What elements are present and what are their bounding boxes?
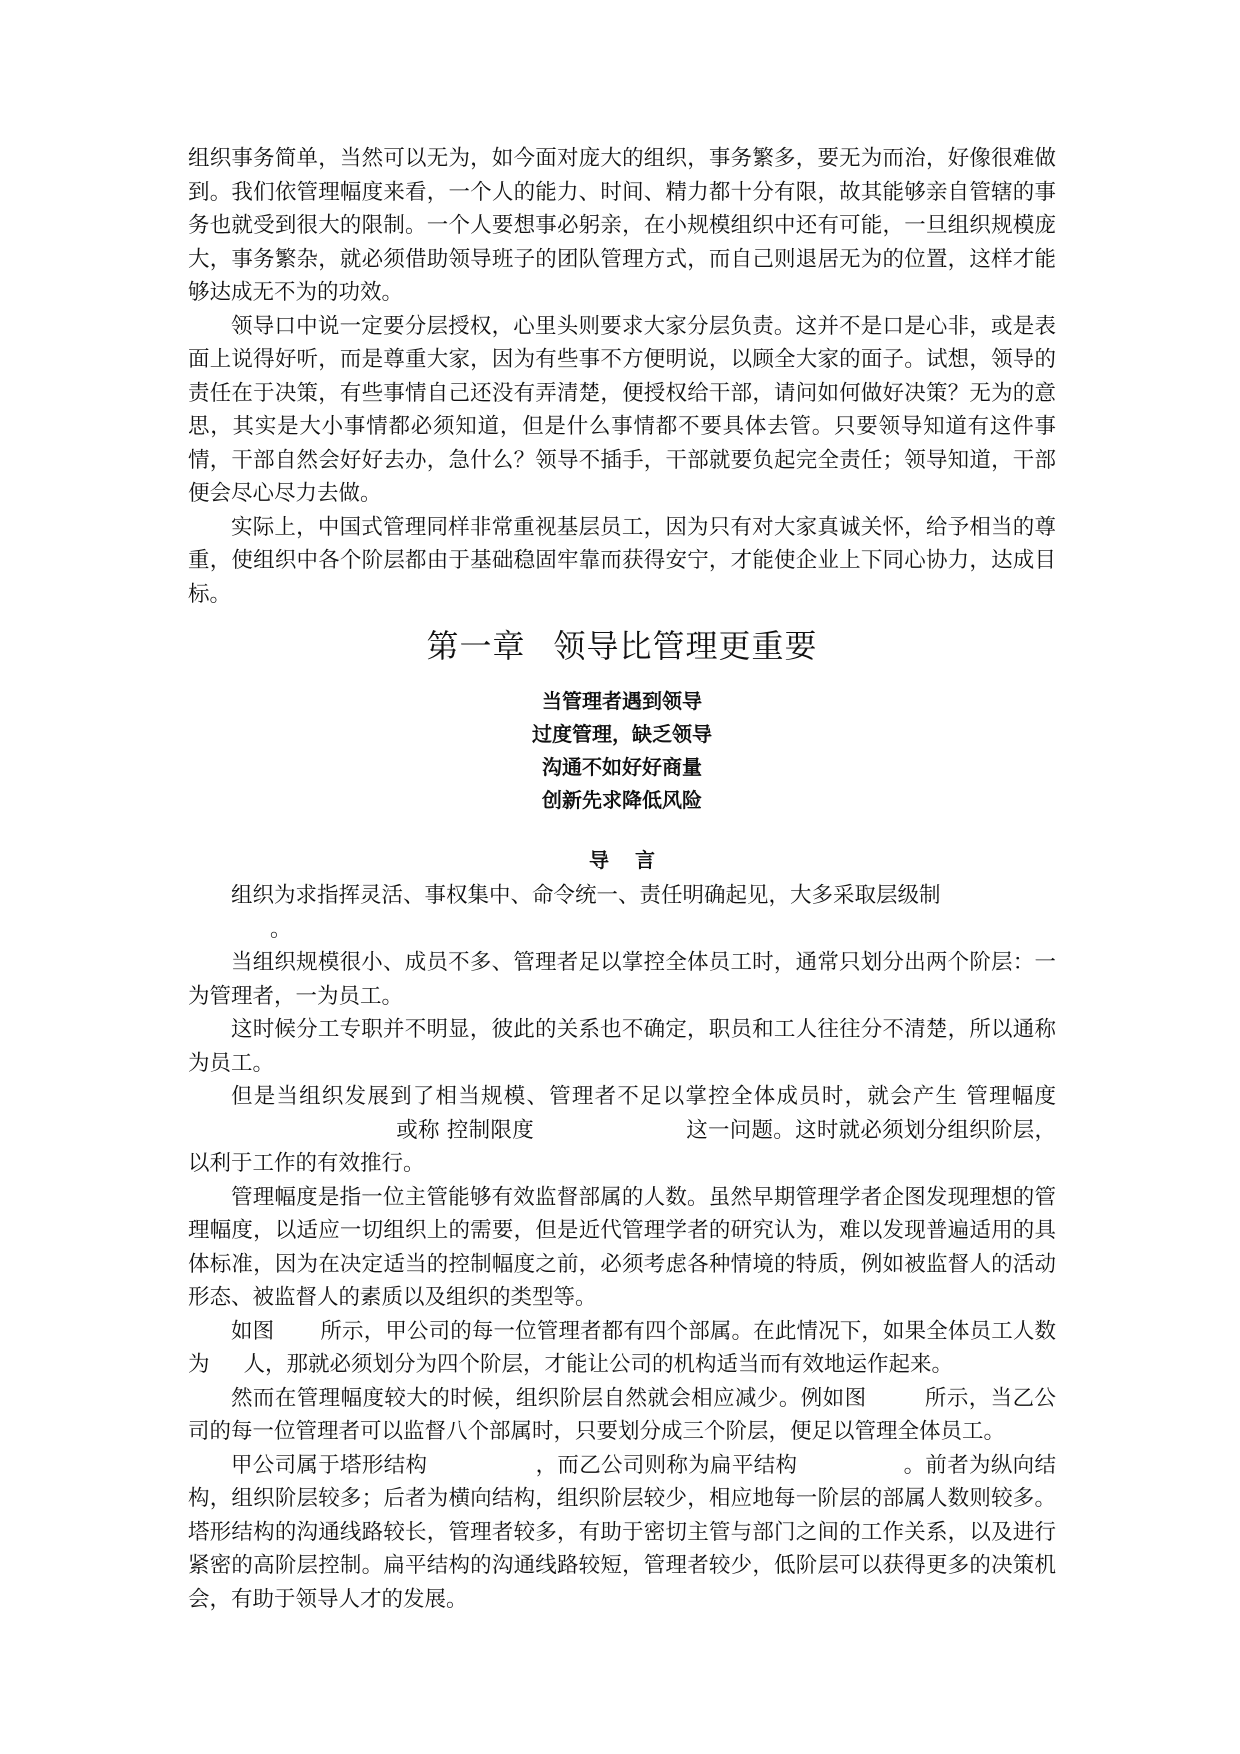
intro-p8-a: 甲公司属于塔形结构 [231, 1452, 428, 1478]
chapter-name: 领导比管理更重要 [553, 627, 818, 665]
intro-paragraph-1 [188, 879, 1056, 946]
intro-p1-end: 。 [270, 916, 292, 942]
intro-paragraph-2: 当组织规模很小、成员不多、管理者足以掌控全体员工时，通常只划分出两个阶层：一为管理者，一为员工。 [188, 950, 1056, 1009]
section-item: 创新先求降低风险 [542, 788, 702, 812]
intro-p8-b: ，而乙公司则称为扁平结构 [535, 1452, 798, 1478]
intro-paragraph-3: 这时候分工专职并不明显，彼此的关系也不确定，职员和工人往往分不清楚，所以通称为员工。 [188, 1017, 1056, 1076]
chapter-title [188, 621, 1056, 667]
section-item: 过度管理，缺乏领导 [532, 722, 712, 746]
paragraph-1: 组织事务简单，当然可以无为，如今面对庞大的组织，事务繁多，要无为而治，好像很难做到。我们依管理幅度来看，一个人的能力、时间、精力都十分有限，故其能够亲自管辖的事务也就受到很大的限制。一个人要想事必躬亲，在小规模组织中还有可能，一旦组织规模庞大，事务繁杂，就必须借助领导班子的团队管理方式，而自己则退居无为的位置，这样才能够达成无不为的功效。 [188, 146, 1056, 305]
paragraph-2: 领导口中说一定要分层授权，心里头则要求大家分层负责。这并不是口是心非，或是表面上说得好听，而是尊重大家，因为有些事不方便明说，以顾全大家的面子。试想，领导的责任在于决策，有些事情自己还没有弄清楚，便授权给干部，请问如何做好决策？无为的意思，其实是大小事情都必须知道，但是什么事情都不要具体去管。只要领导知道有这件事情，干部自然会好好去办，急什么？领导不插手，干部就要负起完全责任；领导知道，干部便会尽心尽力去做。 [188, 313, 1056, 506]
intro-paragraph-7 [188, 1382, 1056, 1449]
intro-paragraph-4 [188, 1080, 1056, 1181]
section-item: 沟通不如好好商量 [542, 755, 702, 779]
intro-paragraph-5: 管理幅度是指一位主管能够有效监督部属的人数。虽然早期管理学者企图发现理想的管理幅度，以适应一切组织上的需要，但是近代管理学者的研究认为，难以发现普遍适用的具体标准，因为在决定适当的控制幅度之前，必须考虑各种情境的特质，例如被监督人的活动形态、被监督人的素质以及组织的类型等。 [188, 1184, 1056, 1310]
intro-paragraph-8 [188, 1449, 1056, 1617]
intro-p6-a: 如图 [231, 1318, 275, 1344]
intro-p8-c: 。前者为纵向结构，组织阶层较多；后者为横向结构，组织阶层较少，相应地每一阶层的部属人数则较多。塔形结构的沟通线路较长，管理者较多，有助于密切主管与部门之间的工作关系，以及进行紧密的高阶层控制。扁平结构的沟通线路较短，管理者较少，低阶层可以获得更多的决策机会，有助于领导人才的发展。 [188, 1452, 1056, 1612]
intro-heading: 导言 [589, 848, 681, 872]
paragraph-3: 实际上，中国式管理同样非常重视基层员工，因为只有对大家真诚关怀，给予相当的尊重，使组织中各个阶层都由于基础稳固牢靠而获得安宁，才能使企业上下同心协力，达成目标。 [188, 514, 1056, 607]
intro-p4-a: 但是当组织发展到了相当规模、管理者不足以掌控全体成员时，就会产生 管理幅度 [231, 1084, 1056, 1109]
intro-p1-text: 组织为求指挥灵活、事权集中、命令统一、责任明确起见，大多采取层级制 [231, 883, 941, 908]
section-list [188, 685, 1056, 817]
intro-p4-c: 这一问题。这时就必须划分组织阶层，以利于工作的有效推行。 [188, 1117, 1056, 1176]
intro-p4-b: 或称 控制限度 [396, 1117, 534, 1143]
document-page [188, 142, 1056, 1616]
intro-paragraph-6 [188, 1315, 1056, 1382]
intro-p7-b: 所示，当乙公司的每一位管理者可以监督八个部属时，只要划分成三个阶层，便足以管理全体员工。 [188, 1385, 1056, 1444]
section-item: 当管理者遇到领导 [542, 689, 702, 713]
intro-p6-c: 人，那就必须划分为四个阶层，才能让公司的机构适当而有效地运作起来。 [243, 1352, 954, 1377]
intro-p7-a: 然而在管理幅度较大的时候，组织阶层自然就会相应减少。例如图 [231, 1385, 867, 1411]
chapter-label: 第一章 [426, 627, 526, 665]
intro-p6-b: 所示，甲公司的每一位管理者都有四个部属。在此情况下，如果全体员工人数为 [188, 1318, 1056, 1377]
